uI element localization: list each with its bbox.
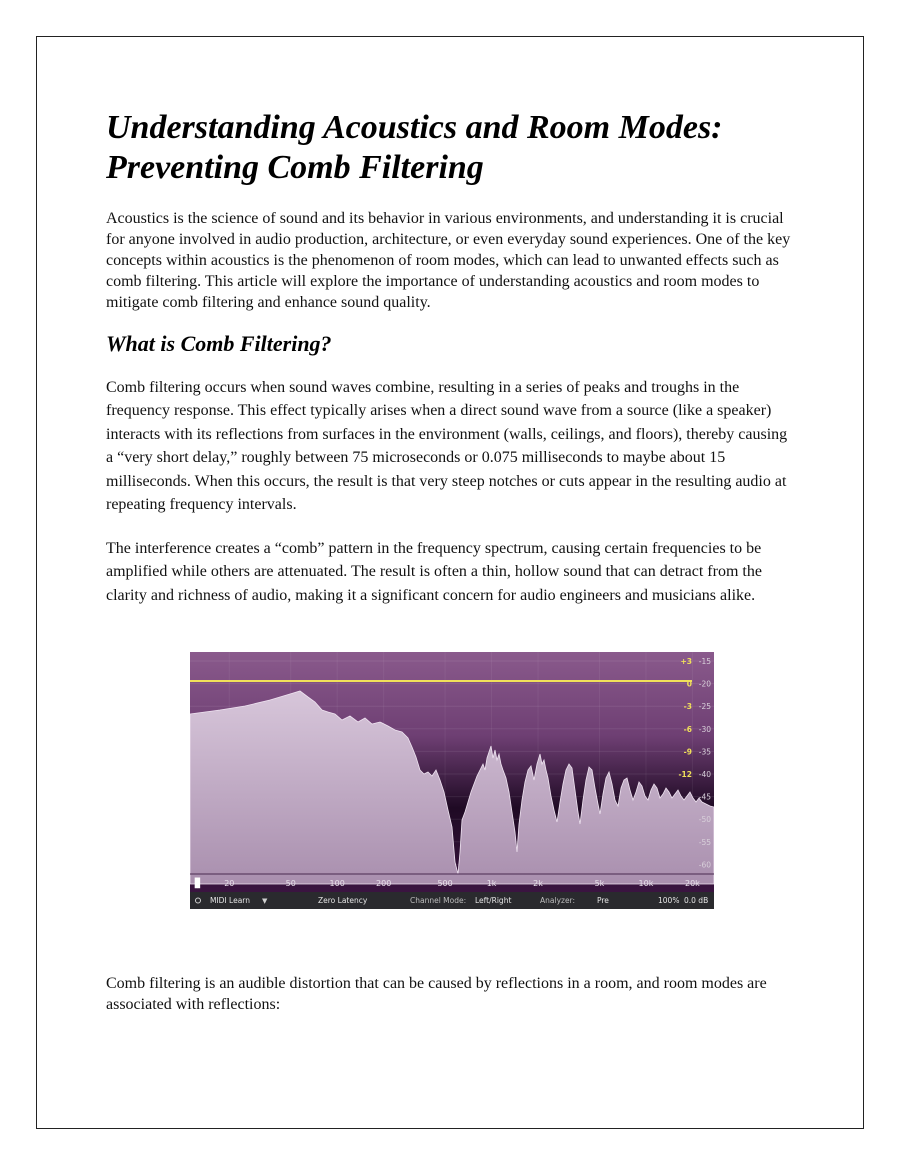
output-gain-value[interactable]: 0.0 dB: [684, 896, 709, 905]
channel-mode-label: Channel Mode:: [410, 896, 467, 905]
eq-db-label: 0: [686, 679, 692, 689]
analyzer-mode-value[interactable]: Pre: [597, 896, 609, 905]
eq-db-label: -12: [678, 770, 692, 779]
piano-icon: ▐▌: [192, 879, 203, 889]
channel-mode-value[interactable]: Left/Right: [475, 896, 512, 905]
article-title: Understanding Acoustics and Room Modes: Preventing Comb Filtering: [106, 109, 723, 186]
analyzer-label: Analyzer:: [540, 896, 576, 905]
spectrum-db-label: -55: [698, 837, 711, 847]
frequency-label: 50: [285, 879, 296, 888]
spectrum-db-label: -15: [698, 657, 711, 666]
eq-db-label: -6: [683, 724, 692, 734]
frequency-label: 1k: [486, 879, 497, 888]
frequency-label: 2k: [533, 879, 543, 888]
latency-mode-button[interactable]: Zero Latency: [318, 896, 368, 905]
eq-db-label: +3: [680, 657, 692, 666]
interference-paragraph: The interference creates a “comb” pattern in the frequency spectrum, causing certain frequencies to be amplified while others are attenuated. The result is often a thin, hollow sound that can detract from the clarity and richness of audio, making it a significant concern for audio engineers and musicians alike.: [106, 540, 762, 604]
frequency-label: 10k: [638, 879, 654, 888]
spectrum-db-label: -60: [698, 860, 711, 870]
spectrum-db-label: -50: [698, 815, 711, 825]
closing-paragraph: Comb filtering is an audible distortion that can be caused by reflections in a room, and room modes are associated with reflections:: [106, 975, 767, 1013]
section-heading: What is Comb Filtering?: [106, 331, 332, 356]
spectrum-db-label: -20: [698, 679, 711, 689]
midi-learn-button[interactable]: MIDI Learn: [210, 896, 251, 905]
spectrum-db-label: -40: [698, 770, 711, 779]
frequency-label: 100: [329, 879, 345, 888]
spectrum-db-label: -35: [698, 747, 711, 757]
spectrum-db-label: -30: [698, 724, 711, 734]
spectrum-db-label: -25: [698, 702, 711, 712]
spectrum-db-label: -45: [698, 792, 711, 802]
intro-paragraph: Acoustics is the science of sound and its behavior in various environments, and understanding it is crucial for anyone involved in audio production, architecture, or even everyday sound experiences. One of the key concepts within acoustics is the phenomenon of room modes, which can lead to unwanted effects such as comb filtering. This article will explore the importance of understanding acoustics and room modes to mitigate comb filtering and enhance sound quality.: [106, 210, 791, 311]
comb-filtering-paragraph: Comb filtering occurs when sound waves combine, resulting in a series of peaks and troughs in the frequency response. This effect typically arises when a direct sound wave from a source (like a speaker) interacts with its reflections from surfaces in the environment (walls, ceilings, and floors), thereby causing a “very short delay,” roughly between 75 microseconds or 0.075 milliseconds to maybe about 15 milliseconds. When this occurs, the result is that very steep notches or cuts appear in the resulting audio at repeating frequency intervals.: [106, 379, 788, 514]
eq-db-label: -3: [683, 702, 692, 712]
frequency-label: 200: [376, 879, 392, 888]
zoom-value[interactable]: 100%: [658, 896, 680, 905]
spectrum-analyzer-image: [190, 652, 714, 909]
frequency-label: 500: [437, 879, 453, 888]
frequency-label: 5k: [594, 879, 605, 888]
frequency-label: 20k: [685, 879, 700, 888]
midi-dropdown-icon: ▼: [262, 897, 268, 905]
eq-db-label: -9: [683, 747, 692, 757]
frequency-label: 20: [224, 879, 235, 888]
